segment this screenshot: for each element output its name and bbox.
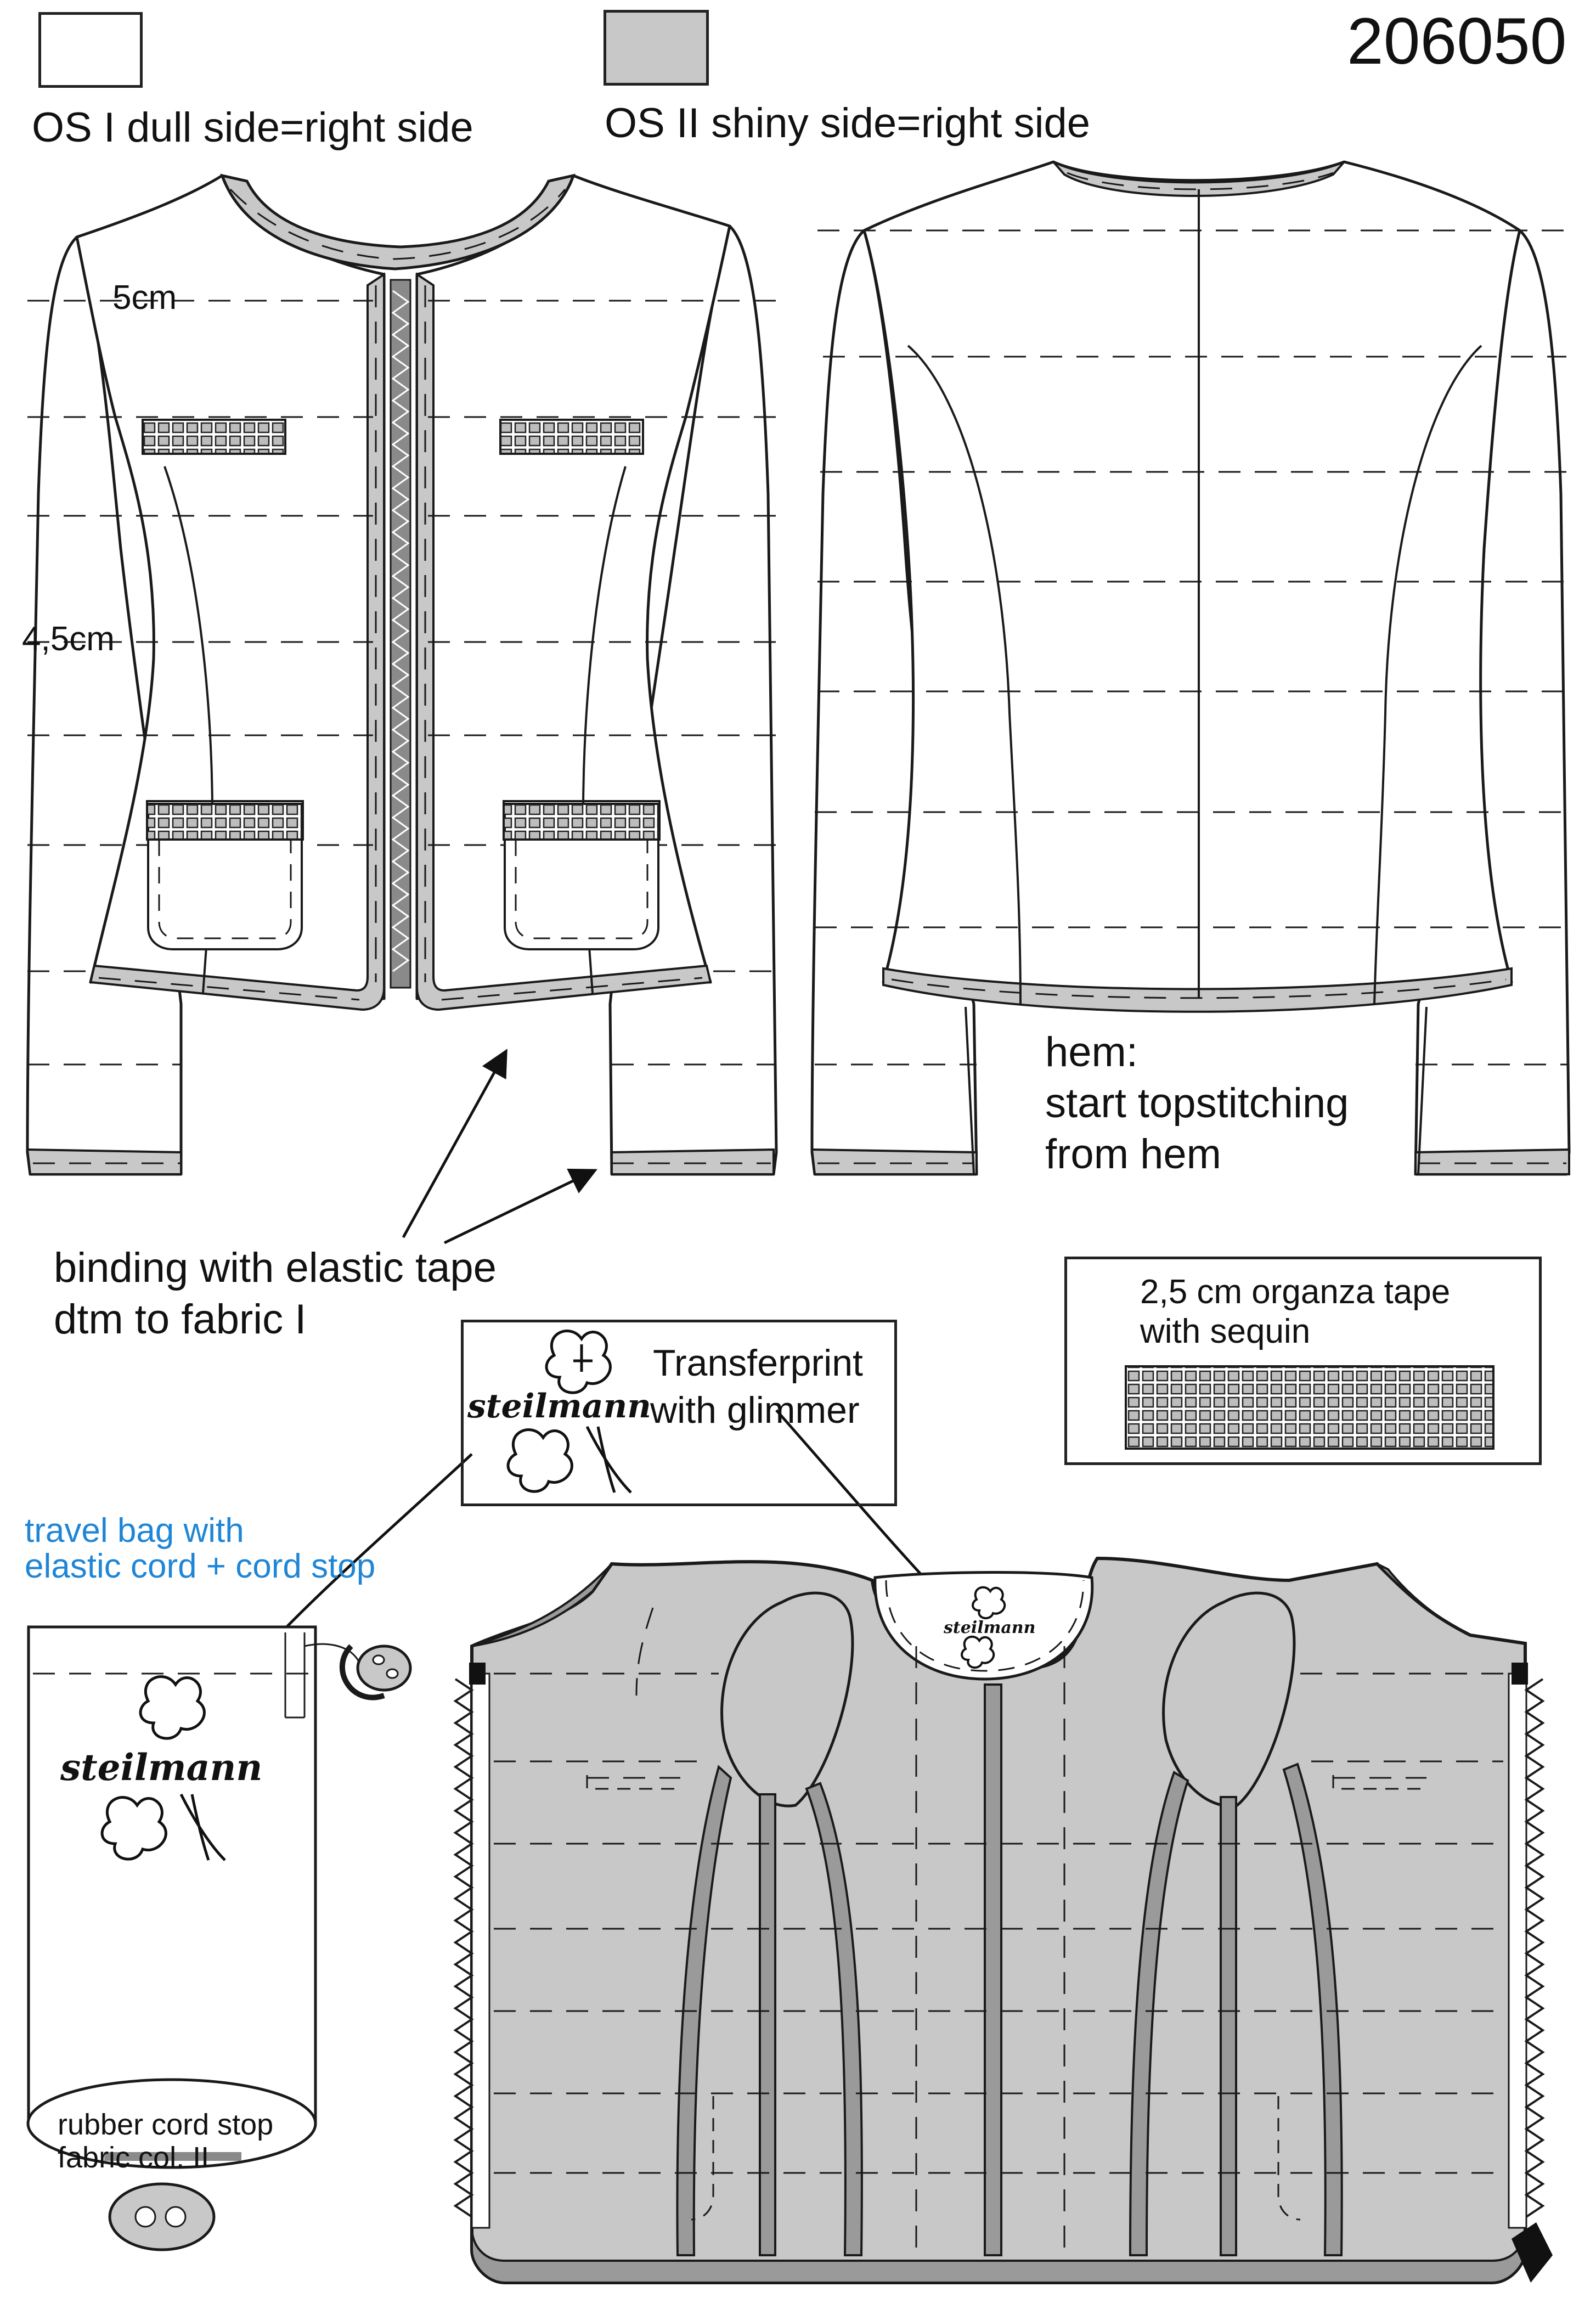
fabric-2-label: OS II shiny side=right side [605,100,1090,147]
front-right-chest-sequin [500,420,643,454]
binding-note-line-1: binding with elastic tape [54,1244,497,1291]
travel-bag-line-2: elastic cord + cord stop [25,1547,376,1585]
front-right-cuff [612,1150,774,1174]
organza-line-2: with sequin [1140,1313,1311,1350]
front-zipper [391,280,410,988]
binding-arrow-1 [403,1054,505,1237]
front-right-pocket-sequin [504,801,659,840]
binding-note-line-2: dtm to fabric I [54,1296,307,1343]
transfer-line-2: with glimmer [650,1389,860,1431]
organza-line-1: 2,5 cm organza tape [1140,1273,1451,1311]
hem-note-line-3: from hem [1045,1131,1221,1178]
cord-stop-line-1: rubber cord stop [58,2108,274,2141]
lining-view [455,1558,1553,2283]
lining-logo-text: steilmann [944,1618,1036,1637]
fabric-1-label: OS I dull side=right side [32,104,473,151]
front-left-chest-sequin [143,420,285,454]
style-number: 206050 [1347,4,1567,78]
back-jacket [812,162,1569,1174]
hem-note-line-2: start topstitching [1045,1080,1349,1127]
travel-bag-line-1: travel bag with [25,1512,244,1550]
transfer-line-1: Transferprint [653,1342,863,1384]
hem-note-line-1: hem: [1045,1029,1138,1075]
transfer-logo-text: steilmann [467,1387,651,1426]
front-left-cuff [27,1150,181,1174]
measure-4-5cm: 4,5cm [22,620,115,658]
travel-bag [28,1627,315,2167]
bag-logo-text: steilmann [60,1746,263,1789]
cord-stop-detail [110,2184,214,2250]
back-left-cuff [812,1150,977,1174]
cord-stop-line-2: fabric col. II [58,2141,210,2174]
measure-5cm: 5cm [112,279,177,317]
back-right-cuff [1415,1150,1569,1174]
binding-arrow-2 [444,1172,593,1243]
front-left-pocket-sequin [147,801,303,840]
